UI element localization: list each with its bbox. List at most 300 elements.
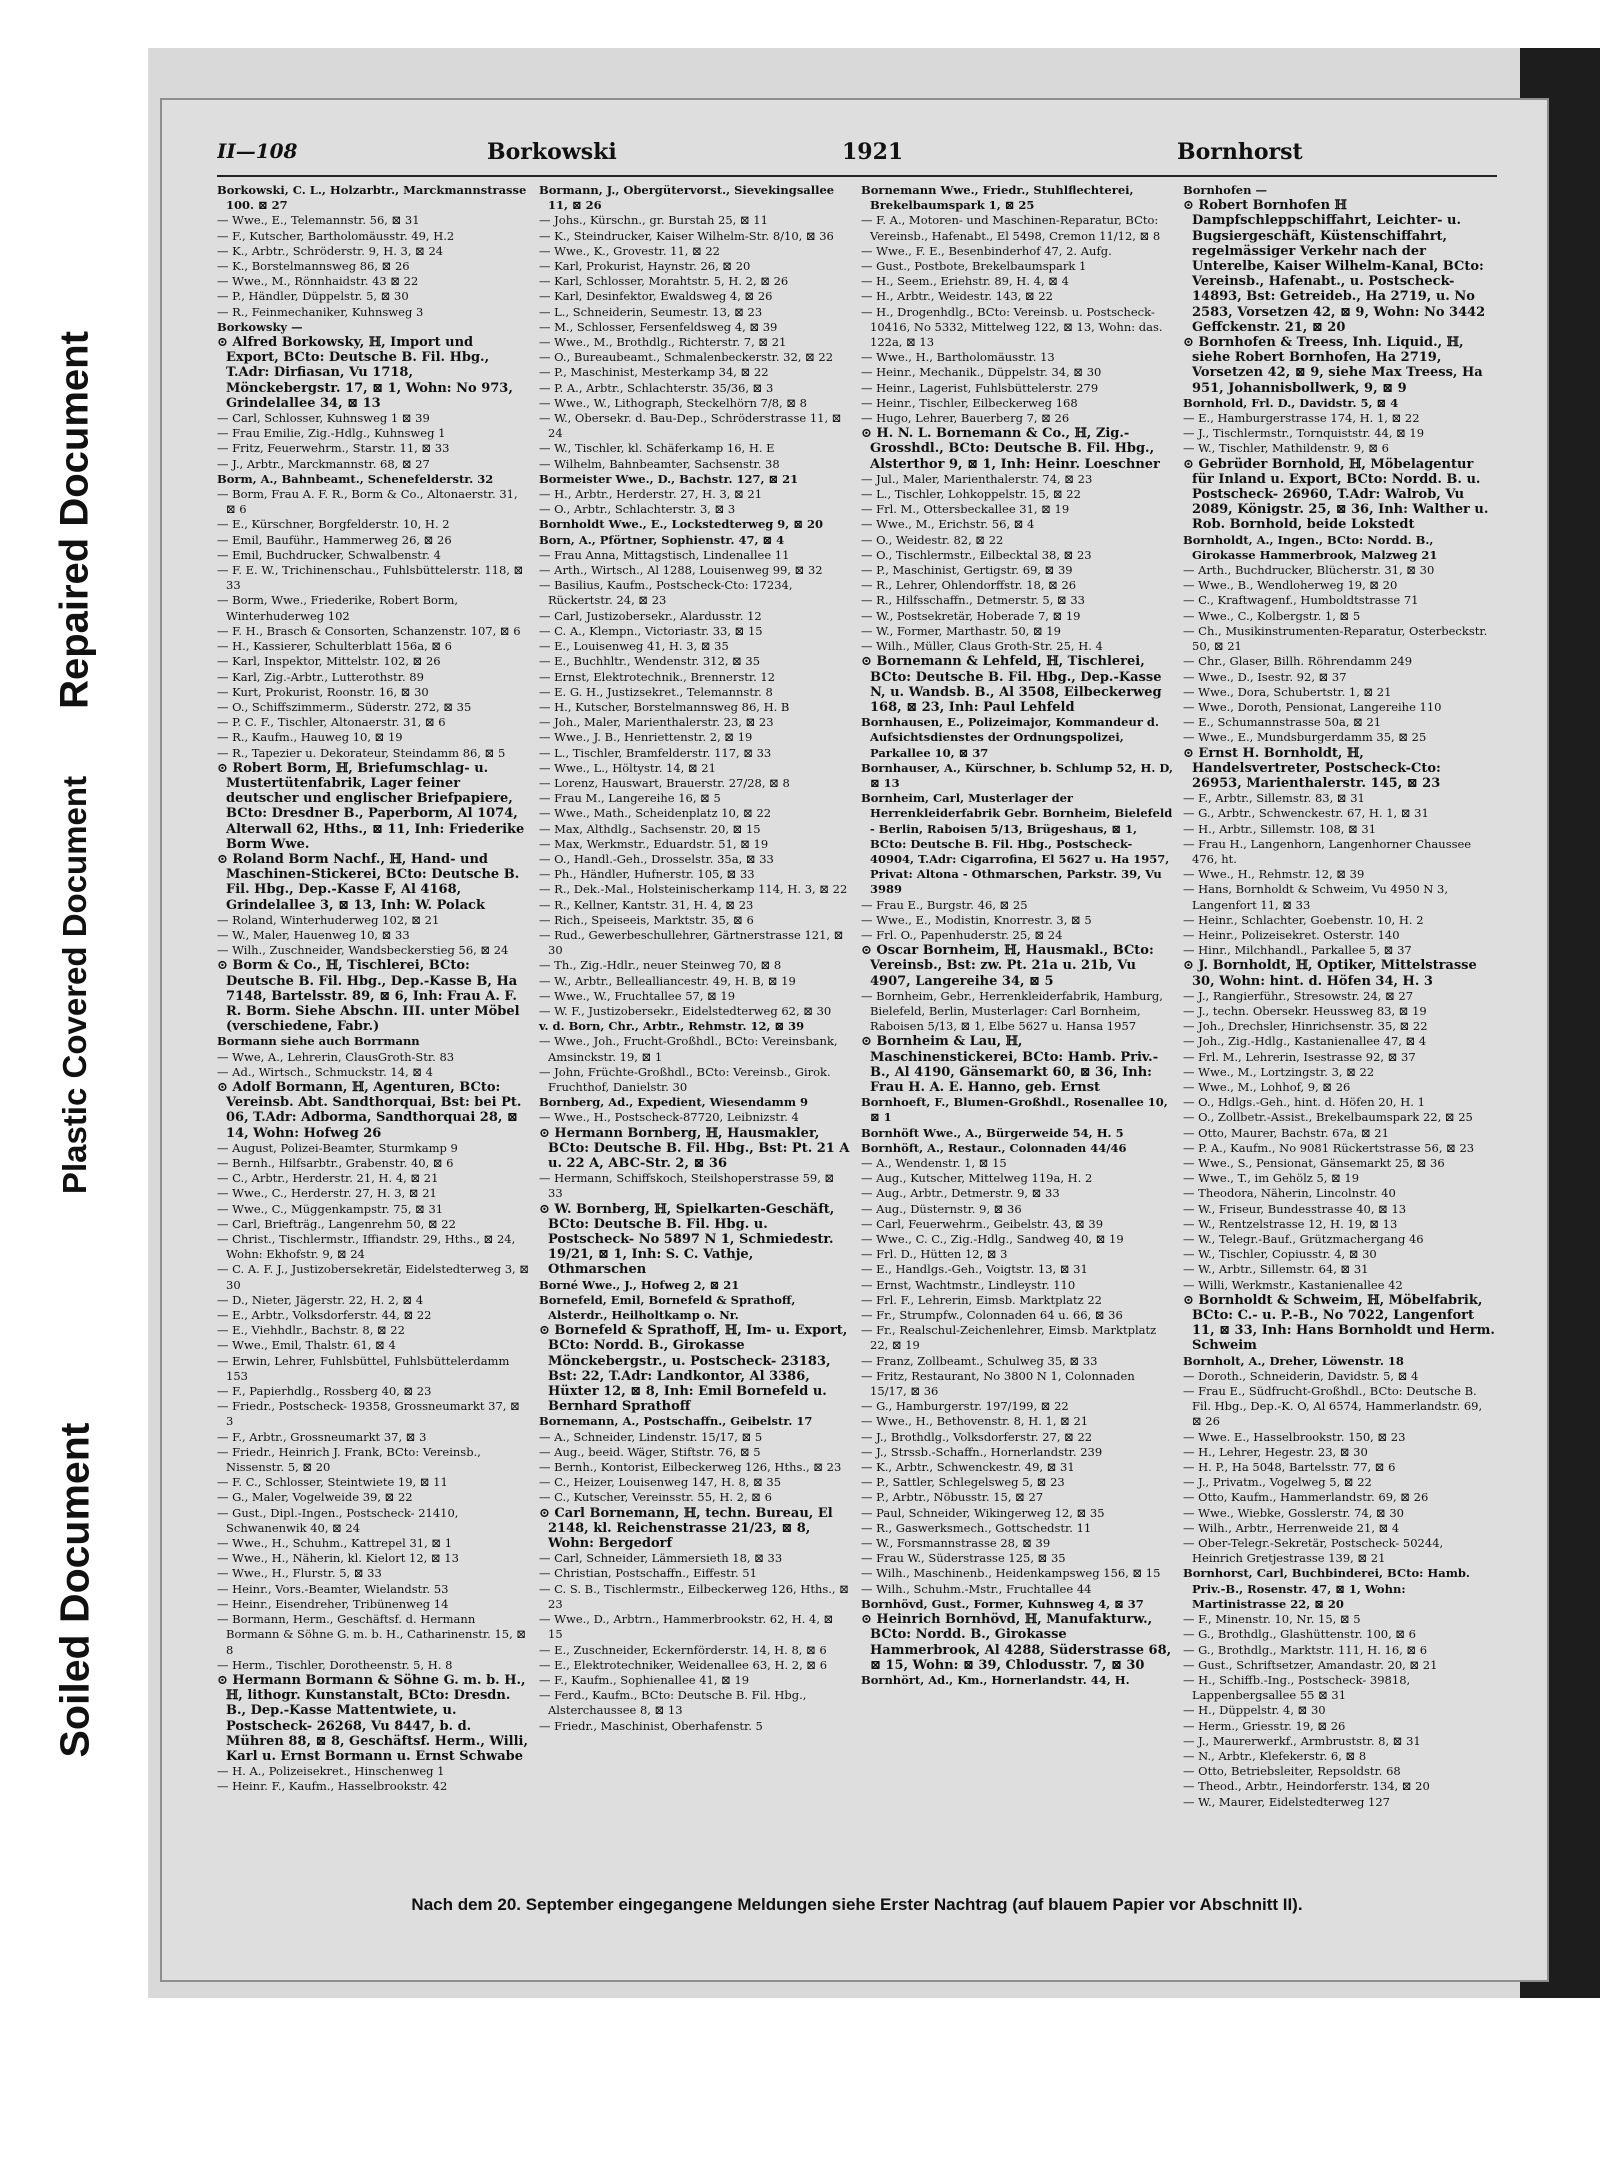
- directory-entry: — C. A. F. J., Justizobersekretär, Eidelstedterweg 3, ⊠ 30: [217, 1262, 529, 1292]
- directory-entry: Borné Wwe., J., Hofweg 2, ⊠ 21: [539, 1277, 740, 1292]
- directory-entry: — W., Friseur, Bundesstrasse 40, ⊠ 13: [1183, 1201, 1407, 1216]
- column-1: [217, 183, 529, 1810]
- directory-entry: — H., Schiffb.-Ing., Postscheck- 39818, Lappenbergsallee 55 ⊠ 31: [1183, 1672, 1411, 1703]
- directory-entry: — Wwe., W., Fruchtallee 57, ⊠ 19: [539, 988, 736, 1003]
- directory-entry: — Herm., Tischler, Dorotheenstr. 5, H. 8: [217, 1657, 453, 1672]
- directory-entry: — Emil, Bauführ., Hammerweg 26, ⊠ 26: [217, 532, 452, 547]
- directory-entry: — Frau W., Süderstrasse 125, ⊠ 35: [861, 1551, 1066, 1566]
- directory-entry: Bornhört, Ad., Km., Hornerlandstr. 44, H.: [861, 1672, 1130, 1687]
- directory-entry: — R., Lehrer, Ohlendorffstr. 18, ⊠ 26: [861, 578, 1077, 593]
- directory-entry: — Hermann, Schiffskoch, Steilshoperstrasse 59, ⊠ 33: [539, 1171, 835, 1201]
- directory-entry: — Willi, Werkmstr., Kastanienallee 42: [1183, 1277, 1403, 1292]
- directory-entry: — Frl. D., Hütten 12, ⊠ 3: [861, 1247, 1008, 1262]
- directory-entry: — O., Schiffszimmerm., Süderstr. 272, ⊠ 35: [217, 699, 472, 714]
- directory-entry: v. d. Born, Chr., Arbtr., Rehmstr. 12, ⊠ 39: [539, 1019, 805, 1034]
- directory-entry: — Otto, Maurer, Bachstr. 67a, ⊠ 21: [1183, 1125, 1389, 1140]
- directory-entry: ⊙ J. Bornholdt, ℍ, Optiker, Mittelstrasse 30, Wohn: hint. d. Höfen 34, H. 3: [1183, 958, 1477, 989]
- directory-entry: — Carl, Justizobersekr., Alardusstr. 12: [539, 608, 762, 623]
- scanned-page-area: [148, 48, 1600, 1998]
- header-year: 1921: [842, 139, 904, 165]
- directory-entry: — J., Brothdlg., Volksdorferstr. 27, ⊠ 22: [861, 1429, 1093, 1444]
- directory-entry: — Wwe. E., Hasselbrookstr. 150, ⊠ 23: [1183, 1429, 1406, 1444]
- directory-entry: — G., Arbtr., Schwenckestr. 67, H. 1, ⊠ 31: [1183, 806, 1429, 821]
- directory-entry: — Friedr., Postscheck- 19358, Grossneumarkt 37, ⊠ 3: [217, 1399, 520, 1429]
- directory-entry: ⊙ Roland Borm Nachf., ℍ, Hand- und Maschinen-Stickerei, BCto: Deutsche B. Fil. Hbg., Dep.-Kasse F, Al 4168, Grindelallee 3, ⊠ 13, Inh: W. Polack: [217, 851, 520, 913]
- directory-entry: — Wwe., J. B., Henriettenstr. 2, ⊠ 19: [539, 730, 753, 745]
- column-2: [539, 183, 851, 1810]
- directory-entry: — Heinr., Lagerist, Fuhlsbüttelerstr. 279: [861, 380, 1099, 395]
- header-first-name: Borkowski: [487, 139, 617, 165]
- directory-entry: — R., Kaufm., Hauweg 10, ⊠ 19: [217, 730, 403, 745]
- directory-entry: — Heinr., Mechanik., Düppelstr. 34, ⊠ 30: [861, 365, 1102, 380]
- directory-entry: — A., Schneider, Lindenstr. 15/17, ⊠ 5: [539, 1429, 763, 1444]
- directory-entry: — W., Arbtr., Sillemstr. 64, ⊠ 31: [1183, 1262, 1369, 1277]
- directory-entry: — Rich., Speiseeis, Marktstr. 35, ⊠ 6: [539, 912, 754, 927]
- directory-entry: — F., Minenstr. 10, Nr. 15, ⊠ 5: [1183, 1612, 1361, 1627]
- directory-entry: — Friedr., Maschinist, Oberhafenstr. 5: [539, 1718, 763, 1733]
- directory-entry: — Frau Anna, Mittagstisch, Lindenallee 11: [539, 547, 790, 562]
- directory-entry: — Wwe., Dora, Schubertstr. 1, ⊠ 21: [1183, 684, 1392, 699]
- directory-entry: — Gust., Postbote, Brekelbaumspark 1: [861, 259, 1087, 274]
- directory-entry: — H., Arbtr., Sillemstr. 108, ⊠ 31: [1183, 821, 1377, 836]
- directory-entry: — W., Forsmannstrasse 28, ⊠ 39: [861, 1536, 1051, 1551]
- directory-entry: — Wwe., C., Müggenkampstr. 75, ⊠ 31: [217, 1201, 444, 1216]
- directory-entry: — Wwe., H., Postscheck-87720, Leibnizstr. 4: [539, 1110, 799, 1125]
- directory-entry: — Gust., Schriftsetzer, Amandastr. 20, ⊠ 21: [1183, 1657, 1438, 1672]
- directory-entry: ⊙ W. Bornberg, ℍ, Spielkarten-Geschäft, BCto: Deutsche B. Fil. Hbg. u. Postscheck- No 5897 N 1, Schmiedestr. 19/21, ⊠ 1, Inh: S. C. Vathje, Othmarschen: [539, 1201, 835, 1278]
- directory-entry: — W., Former, Marthastr. 50, ⊠ 19: [861, 623, 1061, 638]
- directory-entry: — H. A., Polizeisekret., Hinschenweg 1: [217, 1764, 445, 1779]
- directory-entry: — Heinr., Schlachter, Goebenstr. 10, H. 2: [1183, 912, 1424, 927]
- directory-entry: Bornhoeft, F., Blumen-Großhdl., Rosenallee 10, ⊠ 1: [861, 1095, 1168, 1125]
- directory-entry: — Christian, Postschaffn., Eiffestr. 51: [539, 1566, 757, 1581]
- directory-entry: — P., Händler, Düppelstr. 5, ⊠ 30: [217, 289, 409, 304]
- directory-columns: [217, 183, 1497, 1810]
- directory-entry: — Wwe., S., Pensionat, Gänsemarkt 25, ⊠ 36: [1183, 1156, 1445, 1170]
- directory-entry: — Kurt, Prokurist, Roonstr. 16, ⊠ 30: [217, 684, 429, 699]
- directory-entry: — W., Postsekretär, Hoberade 7, ⊠ 19: [861, 608, 1081, 623]
- directory-entry: — Wwe., M., Erichstr. 56, ⊠ 4: [861, 517, 1035, 532]
- directory-entry: ⊙ Carl Bornemann, ℍ, techn. Bureau, El 2148, kl. Reichenstrasse 21/23, ⊠ 8, Wohn: Bergedorf: [539, 1505, 833, 1552]
- directory-entry: — Roland, Winterhuderweg 102, ⊠ 21: [217, 912, 440, 927]
- directory-entry: — Ad., Wirtsch., Schmuckstr. 14, ⊠ 4: [217, 1064, 433, 1079]
- directory-entry: — G., Hamburgerstr. 197/199, ⊠ 22: [861, 1399, 1069, 1414]
- directory-entry: — Wwe., C. C., Zig.-Hdlg., Sandweg 40, ⊠ 19: [861, 1232, 1124, 1247]
- directory-entry: — Bormann, Herm., Geschäftsf. d. Hermann Bormann & Söhne G. m. b. H., Catharinenstr. 15, ⊠ 8: [217, 1612, 527, 1657]
- directory-entry: ⊙ Hermann Bormann & Söhne G. m. b. H., ℍ, lithogr. Kunstanstalt, BCto: Dresdn. B., Dep.-Kasse Mattentwiete, u. Postscheck- 26268, Vu 8447, b. d. Mühren 88, ⊠ 8, Geschäftsf. Herm., Willi, Karl u. Ernst Bormann u. Ernst Schwabe: [217, 1672, 529, 1764]
- directory-entry: — Wilh., Zuschneider, Wandsbeckerstieg 56, ⊠ 24: [217, 943, 509, 958]
- directory-entry: — F. C., Schlosser, Steintwiete 19, ⊠ 11: [217, 1475, 448, 1490]
- directory-entry: — Hinr., Milchhandl., Parkallee 5, ⊠ 37: [1183, 943, 1412, 958]
- directory-entry: — Paul, Schneider, Wikingerweg 12, ⊠ 35: [861, 1505, 1105, 1520]
- directory-entry: — Herm., Griesstr. 19, ⊠ 26: [1183, 1718, 1346, 1733]
- column-4: [1183, 183, 1495, 1810]
- directory-entry: — E., Arbtr., Volksdorferstr. 44, ⊠ 22: [217, 1308, 432, 1323]
- directory-entry: Borm, A., Bahnbeamt., Schenefelderstr. 32: [217, 471, 494, 486]
- directory-entry: — O., Bureaubeamt., Schmalenbeckerstr. 32, ⊠ 22: [539, 350, 834, 365]
- directory-entry: — Johs., Kürschn., gr. Burstah 25, ⊠ 11: [539, 213, 768, 228]
- directory-entry: — Jul., Maler, Marienthalerstr. 74, ⊠ 23: [861, 471, 1093, 486]
- directory-entry: — Wwe., Wiebke, Gosslerstr. 74, ⊠ 30: [1183, 1505, 1404, 1520]
- directory-entry: — F., Kutscher, Bartholomäusstr. 49, H.2: [217, 228, 455, 243]
- directory-entry: — Frau E., Südfrucht-Großhdl., BCto: Deutsche B. Fil. Hbg., Dep.-K. O, Al 6574, Hammerlandstr. 69, ⊠ 26: [1183, 1384, 1483, 1429]
- directory-entry: — Karl, Zig.-Arbtr., Lutterothstr. 89: [217, 669, 424, 684]
- directory-entry: — Arth., Wirtsch., Al 1288, Louisenweg 99, ⊠ 32: [539, 563, 823, 578]
- directory-entry: — E., Louisenweg 41, H. 3, ⊠ 35: [539, 639, 729, 654]
- directory-entry: — E., Buchhltr., Wendenstr. 312, ⊠ 35: [539, 654, 761, 669]
- directory-entry: — Wilh., Maschinenb., Heidenkampsweg 156, ⊠ 15: [861, 1566, 1161, 1581]
- directory-entry: — Arth., Buchdrucker, Blücherstr. 31, ⊠ 30: [1183, 563, 1435, 578]
- directory-entry: — Wwe., H., Bartholomäusstr. 13: [861, 350, 1055, 365]
- directory-entry: — Bernh., Kontorist, Eilbeckerweg 126, Hths., ⊠ 23: [539, 1460, 842, 1475]
- directory-entry: — Joh., Maler, Marienthalerstr. 23, ⊠ 23: [539, 715, 774, 730]
- directory-entry: — Frau Emilie, Zig.-Hdlg., Kuhnsweg 1: [217, 426, 446, 441]
- directory-entry: — P., Maschinist, Gertigstr. 69, ⊠ 39: [861, 563, 1073, 578]
- directory-entry: — J., Tischlermstr., Tornquiststr. 44, ⊠ 19: [1183, 426, 1425, 441]
- directory-entry: — C., Kutscher, Vereinsstr. 55, H. 2, ⊠ 6: [539, 1490, 772, 1505]
- directory-entry: — R., Gaswerksmech., Gottschedstr. 11: [861, 1520, 1092, 1535]
- directory-entry: — Ernst, Wachtmstr., Lindleystr. 110: [861, 1277, 1076, 1292]
- directory-entry: — H., Seem., Eriehstr. 89, H. 4, ⊠ 4: [861, 274, 1069, 289]
- directory-entry: — P., Arbtr., Nöbusstr. 15, ⊠ 27: [861, 1490, 1044, 1505]
- column-3: [861, 183, 1173, 1810]
- directory-entry: — P. A., Kaufm., No 9081 Rückertstrasse 56, ⊠ 23: [1183, 1140, 1475, 1155]
- directory-entry: — O., Zollbetr.-Assist., Brekelbaumspark 22, ⊠ 25: [1183, 1110, 1473, 1125]
- directory-entry: — Carl, Briefträg., Langenrehm 50, ⊠ 22: [217, 1216, 456, 1231]
- directory-entry: — Wwe., M., Lortzingstr. 3, ⊠ 22: [1183, 1064, 1375, 1079]
- directory-entry: — W., Telegr.-Bauf., Grützmachergang 46: [1183, 1232, 1424, 1247]
- directory-entry: — L., Tischler, Bramfelderstr. 117, ⊠ 33: [539, 745, 772, 760]
- directory-entry: — Wwe., C., Kolbergstr. 1, ⊠ 5: [1183, 608, 1361, 623]
- directory-entry: — Wwe., H., Schuhm., Kattrepel 31, ⊠ 1: [217, 1536, 453, 1551]
- directory-entry: — Karl, Inspektor, Mittelstr. 102, ⊠ 26: [217, 654, 441, 669]
- directory-entry: — P., Sattler, Schlegelsweg 5, ⊠ 23: [861, 1475, 1065, 1490]
- directory-entry: — C., Heizer, Louisenweg 147, H. 8, ⊠ 35: [539, 1475, 782, 1490]
- directory-entry: Bornhold, Frl. D., Davidstr. 5, ⊠ 4: [1183, 395, 1399, 410]
- directory-entry: Bornholt, A., Dreher, Löwenstr. 18: [1183, 1353, 1404, 1368]
- directory-entry: — W. F., Justizobersekr., Eidelstedterweg 62, ⊠ 30: [539, 1003, 832, 1018]
- directory-entry: — O., Handl.-Geh., Drosselstr. 35a, ⊠ 33: [539, 851, 774, 866]
- directory-entry: — C., Arbtr., Herderstr. 21, H. 4, ⊠ 21: [217, 1171, 439, 1186]
- directory-entry: ⊙ Robert Bornhofen ℍ Dampfschleppschiffahrt, Leichter- u. Bugsiergeschäft, Küstenschiffahrt, regelmässiger Verkehr nach der Unterelbe, Kaiser Wilhelm-Kanal, BCto: Vereinsb., Hafenabt., u. Postscheck- 14893, Bst: Getreideb., Ha 2719, u. No 2583, Vorsetzen 42, ⊠ 9, Wohn: No 3442 Geffckenstr. 21, ⊠ 20: [1183, 198, 1486, 335]
- directory-entry: — Joh., Drechsler, Hinrichsenstr. 35, ⊠ 22: [1183, 1019, 1428, 1034]
- directory-entry: — H., Kutscher, Borstelmannsweg 86, H. B: [539, 699, 790, 714]
- directory-entry: Bornhofen —: [1183, 183, 1267, 197]
- directory-entry: — Frau E., Burgstr. 46, ⊠ 25: [861, 897, 1028, 912]
- directory-entry: — R., Hilfsschaffn., Detmerstr. 5, ⊠ 33: [861, 593, 1085, 608]
- directory-entry: — Borm, Wwe., Friederike, Robert Borm, Winterhuderweg 102: [217, 593, 459, 623]
- repaired-document-label: Repaired Document: [52, 331, 97, 709]
- directory-entry: — Aug., Düsternstr. 9, ⊠ 36: [861, 1201, 1022, 1216]
- directory-entry: — F. A., Motoren- und Maschinen-Reparatur, BCto: Vereinsb., Hafenabt., El 5498, Cremon 11/12, ⊠ 8: [861, 213, 1161, 243]
- directory-entry: — W., Rentzelstrasse 12, H. 19, ⊠ 13: [1183, 1216, 1398, 1231]
- directory-entry: ⊙ Hermann Bornberg, ℍ, Hausmakler, BCto: Deutsche B. Fil. Hbg., Bst: Pt. 21 A u. 22 A, ABC-Str. 2, ⊠ 36: [539, 1125, 850, 1171]
- directory-entry: — Fr., Realschul-Zeichenlehrer, Eimsb. Marktplatz 22, ⊠ 19: [861, 1323, 1157, 1353]
- directory-entry: ⊙ Ernst H. Bornholdt, ℍ, Handelsvertreter, Postscheck-Cto: 26953, Marienthalerstr. 145, ⊠ 23: [1183, 745, 1441, 791]
- directory-entry: — O., Arbtr., Schlachterstr. 3, ⊠ 3: [539, 502, 736, 517]
- directory-entry: — Wwe., K., Grovestr. 11, ⊠ 22: [539, 243, 720, 258]
- directory-entry: ⊙ Bornholdt & Schweim, ℍ, Möbelfabrik, BCto: C.- u. P.-B., No 7022, Langenfort 11, ⊠ 33, Inh: Hans Bornholdt und Herm. Schweim: [1183, 1292, 1495, 1354]
- directory-entry: — Max, Werkmstr., Eduardstr. 51, ⊠ 19: [539, 836, 769, 851]
- directory-entry: — F. H., Brasch & Consorten, Schanzenstr. 107, ⊠ 6: [217, 623, 521, 638]
- directory-entry: — Wwe., W., Lithograph, Steckelhörn 7/8, ⊠ 8: [539, 395, 807, 410]
- directory-entry: — L., Tischler, Lohkoppelstr. 15, ⊠ 22: [861, 487, 1081, 502]
- directory-entry: — W., Maler, Hauenweg 10, ⊠ 33: [217, 927, 410, 942]
- directory-entry: — Friedr., Heinrich J. Frank, BCto: Vereinsb., Nissenstr. 5, ⊠ 20: [217, 1444, 481, 1475]
- soiled-document-label: Soiled Document: [51, 1422, 98, 1758]
- directory-entry: — Wwe., C., Herderstr. 27, H. 3, ⊠ 21: [217, 1186, 437, 1201]
- directory-entry: — E., Zuschneider, Eckernförderstr. 14, H. 8, ⊠ 6: [539, 1642, 827, 1657]
- directory-entry: — Wilh., Schuhm.-Mstr., Fruchtallee 44: [861, 1581, 1092, 1596]
- directory-entry: — Theodora, Näherin, Lincolnstr. 40: [1183, 1186, 1396, 1201]
- directory-entry: — Wwe., H., Bethovenstr. 8, H. 1, ⊠ 21: [861, 1414, 1089, 1429]
- directory-entry: — Wwe., H., Rehmstr. 12, ⊠ 39: [1183, 867, 1365, 882]
- directory-entry: — P., Maschinist, Mesterkamp 34, ⊠ 22: [539, 365, 769, 380]
- directory-entry: — Lorenz, Hauswart, Brauerstr. 27/28, ⊠ 8: [539, 775, 790, 790]
- directory-entry: — Ernst, Elektrotechnik., Brennerstr. 12: [539, 669, 776, 684]
- directory-entry: ⊙ Adolf Bormann, ℍ, Agenturen, BCto: Vereinsb. Abt. Sandthorquai, Bst: bei Pt. 06, T.Adr: Adborma, Sandthorquai 28, ⊠ 14, Wohn: Hofweg 26: [217, 1079, 522, 1141]
- side-labels: [0, 0, 150, 2177]
- directory-entry: Bormann siehe auch Borrmann: [217, 1034, 420, 1049]
- directory-entry: ⊙ Bornefeld & Sprathoff, ℍ, Im- u. Export, BCto: Nordd. B., Girokasse Mönckebergstr., u. Postscheck- 23183, Bst: 22, T.Adr: Landkontor, Al 3386, Hüxter 12, ⊠ 8, Inh: Emil Bornefeld u. Bernhard Sprathoff: [539, 1323, 848, 1415]
- directory-entry: — Wwe., Joh., Frucht-Großhdl., BCto: Vereinsbank, Amsinckstr. 19, ⊠ 1: [539, 1034, 838, 1064]
- directory-entry: — Karl, Prokurist, Haynstr. 26, ⊠ 20: [539, 259, 751, 274]
- directory-entry: — John, Früchte-Großhdl., BCto: Vereinsb., Girok. Fruchthof, Danielstr. 30: [539, 1064, 831, 1094]
- directory-entry: — K., Arbtr., Schröderstr. 9, H. 3, ⊠ 24: [217, 243, 444, 258]
- directory-entry: — R., Feinmechaniker, Kuhnsweg 3: [217, 304, 424, 319]
- directory-entry: — P. A., Arbtr., Schlachterstr. 35/36, ⊠ 3: [539, 380, 774, 395]
- directory-entry: — Karl, Schlosser, Morahtstr. 5, H. 2, ⊠ 26: [539, 274, 789, 289]
- directory-entry: — F., Arbtr., Grossneumarkt 37, ⊠ 3: [217, 1429, 427, 1444]
- directory-entry: — Franz, Zollbeamt., Schulweg 35, ⊠ 33: [861, 1353, 1098, 1368]
- directory-entry: Bornefeld, Emil, Bornefeld & Sprathoff, Alsterdr., Heilholtkamp o. Nr.: [539, 1292, 796, 1323]
- directory-entry: — Wilh., Müller, Claus Groth-Str. 25, H. 4: [861, 639, 1103, 654]
- directory-entry: — Ferd., Kaufm., BCto: Deutsche B. Fil. Hbg., Alsterchaussee 8, ⊠ 13: [539, 1688, 807, 1718]
- directory-entry: — G., Brothdlg., Marktstr. 111, H. 16, ⊠ 6: [1183, 1642, 1428, 1657]
- directory-entry: Bormeister Wwe., D., Bachstr. 127, ⊠ 21: [539, 471, 799, 486]
- directory-entry: — Wwe., Math., Scheidenplatz 10, ⊠ 22: [539, 806, 772, 821]
- directory-entry: — Bornheim, Gebr., Herrenkleiderfabrik, Hamburg, Bielefeld, Berlin, Musterlager: Carl Bornheim, Raboisen 5/13, ⊠ 1, Elbe 5627 u. Hansa 1957: [861, 988, 1163, 1034]
- directory-entry: — G., Brothdlg., Glashüttenstr. 100, ⊠ 6: [1183, 1627, 1416, 1642]
- directory-entry: — Christ., Tischlermstr., Iffiandstr. 29, Hths., ⊠ 24, Wohn: Ekhofstr. 9, ⊠ 24: [217, 1232, 516, 1262]
- directory-entry: — Heinr., Eisendreher, Tribünenweg 14: [217, 1596, 449, 1611]
- directory-entry: ⊙ Borm & Co., ℍ, Tischlerei, BCto: Deutsche B. Fil. Hbg., Dep.-Kasse B, Ha 7148, Bartelsstr. 89, ⊠ 6, Inh: Frau A. F. R. Borm. Siehe Abschn. III. unter Möbel (verschiedene, Fabr.): [217, 958, 520, 1035]
- directory-entry: — H., Drogenhdlg., BCto: Vereinsb. u. Postscheck- 10416, No 5332, Mittelweg 122, ⊠ 13, Wohn: das. 122a, ⊠ 13: [861, 304, 1163, 350]
- directory-entry: — J., Privatm., Vogelweg 5, ⊠ 22: [1183, 1475, 1372, 1490]
- directory-entry: — Carl, Feuerwehrm., Geibelstr. 43, ⊠ 39: [861, 1216, 1104, 1231]
- directory-entry: — Wwe., M., Lohhof, 9, ⊠ 26: [1183, 1079, 1351, 1094]
- footer-note: Nach dem 20. September eingegangene Meldungen siehe Erster Nachtrag (auf blauem Papier vor Abschnitt II).: [411, 1895, 1303, 1914]
- directory-entry: — J., Strssb.-Schaffn., Hornerlandstr. 239: [861, 1444, 1103, 1459]
- directory-entry: — E., Schumannstrasse 50a, ⊠ 21: [1183, 715, 1382, 730]
- directory-entry: — Wwe., H., Näherin, kl. Kielort 12, ⊠ 13: [217, 1551, 459, 1566]
- directory-entry: — Fritz, Restaurant, No 3800 N 1, Colonnaden 15/17, ⊠ 36: [861, 1368, 1135, 1399]
- directory-entry: — H., Arbtr., Weidestr. 143, ⊠ 22: [861, 289, 1053, 304]
- directory-entry: — Chr., Glaser, Billh. Röhrendamm 249: [1183, 654, 1413, 669]
- directory-entry: — Gust., Dipl.-Ingen., Postscheck- 21410, Schwanenwik 40, ⊠ 24: [217, 1505, 459, 1535]
- directory-entry: — M., Schlosser, Fersenfeldsweg 4, ⊠ 39: [539, 319, 778, 334]
- directory-entry: — Basilius, Kaufm., Postscheck-Cto: 17234, Rückertstr. 24, ⊠ 23: [539, 578, 793, 608]
- directory-entry: — R., Kellner, Kantstr. 31, H. 4, ⊠ 23: [539, 897, 754, 912]
- directory-entry: — Wwe., D., Isestr. 92, ⊠ 37: [1183, 669, 1347, 684]
- directory-entry: — F., Papierhdlg., Rossberg 40, ⊠ 23: [217, 1384, 432, 1399]
- directory-entry: — Heinr., Tischler, Eilbeckerweg 168: [861, 395, 1078, 410]
- directory-entry: — A., Wendenstr. 1, ⊠ 15: [861, 1156, 1007, 1170]
- directory-entry: Born, A., Pförtner, Sophienstr. 47, ⊠ 4: [539, 532, 785, 547]
- directory-entry: — Wwe., L., Höltystr. 14, ⊠ 21: [539, 760, 716, 775]
- directory-entry: — H., Düppelstr. 4, ⊠ 30: [1183, 1703, 1326, 1718]
- directory-entry: Bornhöft, A., Restaur., Colonnaden 44/46: [861, 1140, 1127, 1155]
- directory-entry: — Wwe., B., Wendloherweg 19, ⊠ 20: [1183, 578, 1398, 593]
- directory-entry: — Rud., Gewerbeschullehrer, Gärtnerstrasse 121, ⊠ 30: [539, 927, 844, 958]
- directory-entry: — J., techn. Obersekr. Heussweg 83, ⊠ 19: [1183, 1003, 1427, 1018]
- page-content: [217, 135, 1497, 1915]
- directory-entry: — H., Arbtr., Herderstr. 27, H. 3, ⊠ 21: [539, 487, 763, 502]
- directory-entry: — W., Obersekr. d. Bau-Dep., Schröderstrasse 11, ⊠ 24: [539, 411, 842, 441]
- directory-entry: — O., Weidestr. 82, ⊠ 22: [861, 532, 1004, 547]
- directory-entry: — Ph., Händler, Hufnerstr. 105, ⊠ 33: [539, 867, 755, 882]
- directory-entry: — Hugo, Lehrer, Bauerberg 7, ⊠ 26: [861, 411, 1070, 426]
- directory-entry: Bornemann, A., Postschaffn., Geibelstr. 17: [539, 1414, 813, 1429]
- directory-entry: — E., Elektrotechniker, Weidenallee 63, H. 2, ⊠ 6: [539, 1657, 828, 1672]
- directory-entry: — Frau M., Langereihe 16, ⊠ 5: [539, 791, 721, 806]
- directory-entry: — Aug., Arbtr., Detmerstr. 9, ⊠ 33: [861, 1186, 1060, 1201]
- directory-entry: — N., Arbtr., Klefekerstr. 6, ⊠ 8: [1183, 1748, 1367, 1763]
- directory-entry: — O., Tischlermstr., Eilbecktal 38, ⊠ 23: [861, 547, 1092, 562]
- directory-entry: — W., Tischler, Copiusstr. 4, ⊠ 30: [1183, 1247, 1377, 1262]
- directory-entry: — Hans, Bornholdt & Schweim, Vu 4950 N 3, Langenfort 11, ⊠ 33: [1183, 882, 1448, 912]
- directory-entry: — H., Lehrer, Hegestr. 23, ⊠ 30: [1183, 1444, 1368, 1459]
- directory-entry: — C., Kraftwagenf., Humboldtstrasse 71: [1183, 593, 1419, 608]
- directory-entry: — Wwe., M., Brothdlg., Richterstr. 7, ⊠ 21: [539, 335, 787, 350]
- directory-entry: Bornemann Wwe., Friedr., Stuhlflechterei, Brekelbaumspark 1, ⊠ 25: [861, 183, 1134, 213]
- directory-entry: — Wwe., F. E., Besenbinderhof 47, 2. Aufg.: [861, 243, 1112, 258]
- directory-entry: — J., Maurerwerkf., Armbruststr. 8, ⊠ 31: [1183, 1733, 1421, 1748]
- directory-entry: — Wwe., E., Modistin, Knorrestr. 3, ⊠ 5: [861, 912, 1092, 927]
- directory-entry: — Otto, Kaufm., Hammerlandstr. 69, ⊠ 26: [1183, 1490, 1429, 1505]
- directory-entry: — Bernh., Hilfsarbtr., Grabenstr. 40, ⊠ 6: [217, 1156, 454, 1170]
- directory-entry: — K., Arbtr., Schwenckestr. 49, ⊠ 31: [861, 1460, 1075, 1475]
- directory-entry: — Wwe., E., Mundsburgerdamm 35, ⊠ 25: [1183, 730, 1427, 745]
- directory-entry: — Erwin, Lehrer, Fuhlsbüttel, Fuhlsbüttelerdamm 153: [217, 1353, 510, 1383]
- directory-entry: Bornhövd, Gust., Former, Kuhnsweg 4, ⊠ 37: [861, 1596, 1144, 1611]
- directory-entry: — K., Steindrucker, Kaiser Wilhelm-Str. 8/10, ⊠ 36: [539, 228, 834, 243]
- directory-entry: Bormann, J., Obergütervorst., Sievekingsallee 11, ⊠ 26: [539, 183, 835, 213]
- directory-entry: — Borm, Frau A. F. R., Borm & Co., Altonaerstr. 31, ⊠ 6: [217, 487, 518, 517]
- directory-entry: Bornheim, Carl, Musterlager der Herrenkleiderfabrik Gebr. Bornheim, Bielefeld - Berlin, Raboisen 5/13, Brügeshaus, ⊠ 1, BCto: Deutsche B. Fil. Hbg., Postscheck- 40904, T.Adr: Cigarrofina, El 5627 u. Ha 1957, Privat: Altona - Othmarschen, Parkstr. 39, Vu 3989: [861, 791, 1173, 897]
- directory-entry: — Wwe., E., Telemannstr. 56, ⊠ 31: [217, 213, 420, 228]
- directory-entry: — Joh., Zig.-Hdlg., Kastanienallee 47, ⊠ 4: [1183, 1034, 1427, 1049]
- page-header: [217, 135, 1497, 177]
- directory-entry: — Wwe., M., Rönnhaidstr. 43 ⊠ 22: [217, 274, 419, 289]
- directory-entry: — R., Tapezier u. Dekorateur, Steindamm 86, ⊠ 5: [217, 745, 506, 760]
- directory-entry: — August, Polizei-Beamter, Sturmkamp 9: [217, 1140, 458, 1155]
- directory-entry: ⊙ Bornemann & Lehfeld, ℍ, Tischlerei, BCto: Deutsche B. Fil. Hbg., Dep.-Kasse N, u. Wandsb. B., Al 3508, Eilbeckerweg 168, ⊠ 23, Inh: Paul Lehfeld: [861, 654, 1162, 715]
- directory-entry: — Ch., Musikinstrumenten-Reparatur, Osterbeckstr. 50, ⊠ 21: [1183, 623, 1488, 654]
- directory-entry: — E. G. H., Justizsekret., Telemannstr. 8: [539, 684, 773, 699]
- directory-entry: — Wwe, A., Lehrerin, ClausGroth-Str. 83: [217, 1049, 455, 1064]
- directory-entry: — Wilhelm, Bahnbeamter, Sachsenstr. 38: [539, 456, 780, 471]
- directory-entry: — Fr., Strumpfw., Colonnaden 64 u. 66, ⊠ 36: [861, 1308, 1123, 1323]
- directory-entry: — O., Hdlgs.-Geh., hint. d. Höfen 20, H. 1: [1183, 1095, 1425, 1110]
- directory-entry: — Karl, Desinfektor, Ewaldsweg 4, ⊠ 26: [539, 289, 773, 304]
- directory-entry: Bornhauser, A., Kürschner, b. Schlump 52, H. D, ⊠ 13: [861, 760, 1173, 790]
- directory-entry: ⊙ H. N. L. Bornemann & Co., ℍ, Zig.-Grosshdl., BCto: Deutsche B. Fil. Hbg., Alsterthor 9, ⊠ 1, Inh: Heinr. Loeschner: [861, 426, 1160, 472]
- directory-entry: — Wilh., Arbtr., Herrenweide 21, ⊠ 4: [1183, 1520, 1400, 1535]
- directory-entry: — H., Kassierer, Schulterblatt 156a, ⊠ 6: [217, 639, 452, 654]
- directory-entry: — G., Maler, Vogelweide 39, ⊠ 22: [217, 1490, 413, 1505]
- directory-entry: — Emil, Buchdrucker, Schwalbenstr. 4: [217, 547, 441, 562]
- directory-entry: — Ober-Telegr.-Sekretär, Postscheck- 50244, Heinrich Gretjestrasse 139, ⊠ 21: [1183, 1536, 1444, 1566]
- directory-page: [160, 98, 1549, 1982]
- directory-entry: Bornholdt Wwe., E., Lockstedterweg 9, ⊠ 20: [539, 517, 823, 532]
- directory-entry: — W., Tischler, kl. Schäferkamp 16, H. E: [539, 441, 775, 456]
- directory-entry: — D., Nieter, Jägerstr. 22, H. 2, ⊠ 4: [217, 1292, 424, 1307]
- directory-entry: — Frl. M., Ottersbeckallee 31, ⊠ 19: [861, 502, 1070, 517]
- directory-entry: — Aug., beeid. Wäger, Stiftstr. 76, ⊠ 5: [539, 1444, 761, 1459]
- header-last-name: Bornhorst: [1177, 139, 1303, 165]
- directory-entry: — Fritz, Feuerwehrm., Starstr. 11, ⊠ 33: [217, 441, 450, 456]
- directory-entry: Bornhöft Wwe., A., Bürgerweide 54, H. 5: [861, 1125, 1124, 1140]
- page-number: II—108: [217, 139, 298, 163]
- directory-entry: — F., Arbtr., Sillemstr. 83, ⊠ 31: [1183, 791, 1365, 806]
- directory-entry: ⊙ Bornheim & Lau, ℍ, Maschinenstickerei, BCto: Hamb. Priv.-B., Al 4190, Gänsemarkt 60, ⊠ 36, Inh: Frau H. A. E. Hanno, geb. Ernst: [861, 1034, 1159, 1095]
- directory-entry: — E., Hamburgerstrasse 174, H. 1, ⊠ 22: [1183, 411, 1420, 426]
- directory-entry: — Heinr., Vors.-Beamter, Wielandstr. 53: [217, 1581, 449, 1596]
- directory-entry: — P. C. F., Tischler, Altonaerstr. 31, ⊠ 6: [217, 715, 446, 730]
- directory-entry: ⊙ Alfred Borkowsky, ℍ, Import und Export, BCto: Deutsche B. Fil. Hbg., T.Adr: Dirfiasan, Vu 1718, Mönckebergstr. 17, ⊠ 1, Wohn: No 973, Grindelallee 34, ⊠ 13: [217, 335, 513, 411]
- directory-entry: — E., Handlgs.-Geh., Voigtstr. 13, ⊠ 31: [861, 1262, 1088, 1277]
- directory-entry: ⊙ Bornhofen & Treess, Inh. Liquid., ℍ, siehe Robert Bornhofen, Ha 2719, Vorsetzen 42, ⊠ 9, siehe Max Treess, Ha 951, Johannisbollwerk, 9, ⊠ 9: [1183, 335, 1483, 396]
- directory-entry: — K., Borstelmannsweg 86, ⊠ 26: [217, 259, 410, 274]
- directory-entry: — E., Kürschner, Borgfelderstr. 10, H. 2: [217, 517, 450, 532]
- plastic-covered-document-label: Plastic Covered Document: [56, 775, 93, 1195]
- directory-entry: — Wwe., D., Arbtrn., Hammerbrookstr. 62, H. 4, ⊠ 15: [539, 1612, 834, 1642]
- directory-entry: Bornholdt, A., Ingen., BCto: Nordd. B., Girokasse Hammerbrook, Malzweg 21: [1183, 532, 1438, 562]
- directory-entry: — Carl, Schlosser, Kuhnsweg 1 ⊠ 39: [217, 411, 430, 426]
- directory-entry: — F. E. W., Trichinenschau., Fuhlsbüttelerstr. 118, ⊠ 33: [217, 563, 524, 593]
- directory-entry: Bornhorst, Carl, Buchbinderei, BCto: Hamb. Priv.-B., Rosenstr. 47, ⊠ 1, Wohn: Martinistrasse 22, ⊠ 20: [1183, 1566, 1470, 1611]
- directory-entry: — L., Schneiderin, Seumestr. 13, ⊠ 23: [539, 304, 763, 319]
- directory-entry: — Aug., Kutscher, Mittelweg 119a, H. 2: [861, 1171, 1093, 1186]
- directory-entry: — Th., Zig.-Hdlr., neuer Steinweg 70, ⊠ 8: [539, 958, 782, 973]
- directory-entry: — Frau H., Langenhorn, Langenhorner Chaussee 476, ht.: [1183, 836, 1472, 866]
- directory-entry: — Wwe., Doroth, Pensionat, Langereihe 110: [1183, 699, 1442, 714]
- directory-entry: — Otto, Betriebsleiter, Repsoldstr. 68: [1183, 1764, 1401, 1779]
- directory-entry: Borkowsky —: [217, 319, 303, 334]
- directory-entry: — Wwe., Emil, Thalstr. 61, ⊠ 4: [217, 1338, 396, 1353]
- directory-entry: — E., Viehhdlr., Bachstr. 8, ⊠ 22: [217, 1323, 405, 1338]
- directory-entry: — H. P., Ha 5048, Bartelsstr. 77, ⊠ 6: [1183, 1460, 1396, 1475]
- directory-entry: — Wwe., H., Flurstr. 5, ⊠ 33: [217, 1566, 382, 1581]
- directory-entry: — W., Tischler, Mathildenstr. 9, ⊠ 6: [1183, 441, 1389, 456]
- directory-entry: — Max, Althdlg., Sachsenstr. 20, ⊠ 15: [539, 821, 761, 836]
- directory-entry: — Doroth., Schneiderin, Davidstr. 5, ⊠ 4: [1183, 1368, 1419, 1383]
- directory-entry: — J., Arbtr., Marckmannstr. 68, ⊠ 27: [217, 456, 430, 471]
- directory-entry: — Carl, Schneider, Lämmersieth 18, ⊠ 33: [539, 1551, 783, 1566]
- directory-entry: — Frl. M., Lehrerin, Isestrasse 92, ⊠ 37: [1183, 1049, 1416, 1064]
- directory-entry: Bornberg, Ad., Expedient, Wiesendamm 9: [539, 1095, 809, 1110]
- directory-entry: — C. A., Klempn., Victoriastr. 33, ⊠ 15: [539, 623, 763, 638]
- directory-entry: — Wwe., T., im Gehölz 5, ⊠ 19: [1183, 1171, 1360, 1186]
- directory-entry: — Heinr., Polizeisekret. Osterstr. 140: [1183, 927, 1400, 942]
- directory-entry: — W., Arbtr., Bellealliancestr. 49, H. B, ⊠ 19: [539, 973, 796, 988]
- directory-entry: — Heinr. F., Kaufm., Hasselbrookstr. 42: [217, 1779, 448, 1794]
- directory-entry: ⊙ Oscar Bornheim, ℍ, Hausmakl., BCto: Vereinsb., Bst: zw. Pt. 21a u. 21b, Vu 4907, Langereihe 34, ⊠ 5: [861, 943, 1154, 989]
- directory-entry: — Frl. O., Papenhuderstr. 25, ⊠ 24: [861, 927, 1063, 942]
- directory-entry: ⊙ Gebrüder Bornhold, ℍ, Möbelagentur für Inland u. Export, BCto: Nordd. B. u. Postscheck- 26960, T.Adr: Walrob, Vu 2089, Königstr. 25, ⊠ 36, Inh: Walther u. Rob. Bornhold, beide Lokstedt: [1183, 456, 1489, 533]
- directory-entry: — Theod., Arbtr., Heindorferstr. 134, ⊠ 20: [1183, 1779, 1430, 1794]
